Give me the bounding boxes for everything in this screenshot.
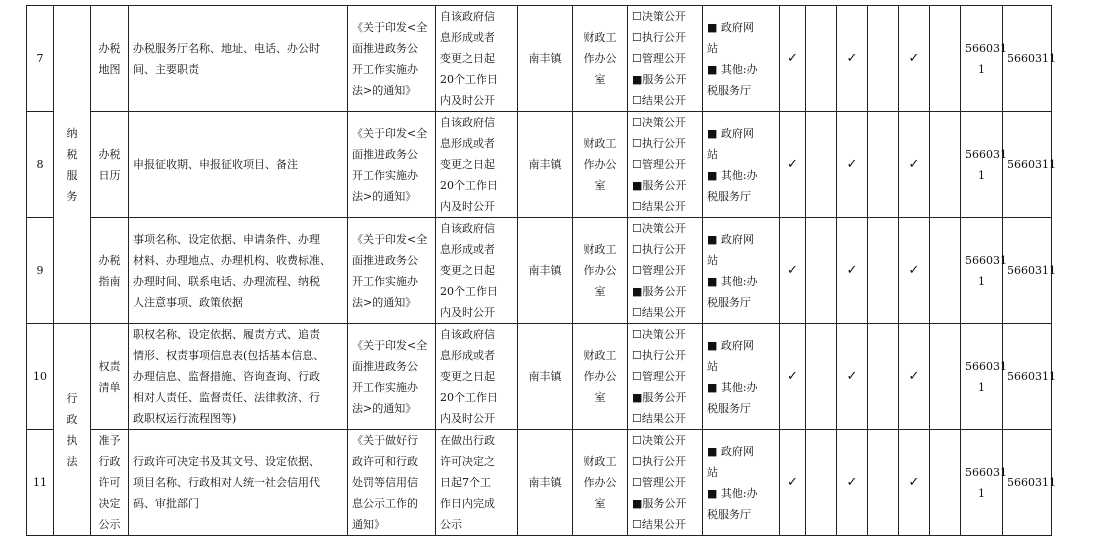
department-line: 财政工 (583, 455, 617, 468)
basis-line: 处罚等信用信 (352, 476, 418, 489)
content-line: 项目名称、行政相对人统一社会信用代 (133, 476, 320, 489)
time-limit (436, 430, 518, 536)
disclosure-types (628, 112, 703, 218)
category-line: 法 (66, 454, 78, 468)
phone-1 (961, 112, 1007, 218)
type-line: ☐执行公开 (632, 349, 686, 362)
time-line: 息形成或者 (440, 243, 495, 256)
phone-line: 1 (978, 486, 985, 500)
item-name (91, 6, 129, 112)
time-line: 变更之日起 (440, 158, 495, 171)
department-line: 作办公 (583, 264, 617, 277)
type-line: ■服务公开 (632, 285, 687, 298)
time-line: 20个工作日 (440, 285, 498, 298)
type-line: ☐决策公开 (632, 116, 686, 129)
basis-line: 开工作实施办 (352, 274, 418, 288)
table-row (27, 112, 1101, 218)
channel-line: ■ 政府网 (707, 126, 754, 140)
channel (703, 218, 780, 324)
disclosure-types (628, 6, 703, 112)
phone-2: 5660311 (1003, 430, 1052, 536)
check-cell-6 (930, 6, 961, 112)
time-line: 公示 (440, 518, 462, 531)
check-cell-6 (930, 324, 961, 430)
department-line: 财政工 (583, 31, 617, 44)
check-cell-2 (806, 112, 837, 218)
department-line: 室 (594, 285, 606, 298)
time-line: 内及时公开 (440, 200, 495, 213)
row-number: 10 (27, 324, 54, 430)
category-line: 行 (66, 391, 78, 405)
disclosure-content (129, 6, 348, 112)
basis-line: 法>的通知》 (352, 83, 417, 97)
basis-line: 法>的通知》 (352, 189, 417, 203)
check-cell-2 (806, 218, 837, 324)
basis-line: 政许可和行政 (352, 455, 418, 468)
department (573, 430, 628, 536)
channel-line: 站 (707, 147, 718, 161)
content-line: 人注意事项、政策依据 (133, 295, 243, 309)
content-line: 情形、权责事项信息表(包括基本信息、 (133, 349, 325, 362)
item-name (91, 430, 129, 536)
department (573, 6, 628, 112)
content-line: 办税服务厅名称、地址、电话、办公时 (133, 41, 320, 55)
phone-line: 1 (978, 380, 985, 394)
basis-line: 《关于印发<全 (352, 20, 428, 34)
channel-line: 税服务厅 (707, 83, 751, 97)
department-line: 作办公 (583, 158, 617, 171)
basis-line: 开工作实施办 (352, 380, 418, 394)
channel-line: ■ 其他:办 (707, 380, 758, 394)
time-line: 内及时公开 (440, 412, 495, 425)
type-line: ☐决策公开 (632, 222, 686, 235)
disclosure-types (628, 430, 703, 536)
row-number: 11 (27, 430, 54, 536)
check-cell-5: ✓ (899, 324, 930, 430)
department-line: 室 (594, 179, 606, 192)
time-limit (436, 6, 518, 112)
type-line: ☐决策公开 (632, 328, 686, 341)
channel-line: ■ 其他:办 (707, 486, 758, 500)
channel-line: 站 (707, 41, 718, 55)
time-line: 息形成或者 (440, 349, 495, 362)
check-cell-6 (930, 112, 961, 218)
category-cell (54, 6, 91, 324)
check-cell-3: ✓ (837, 218, 868, 324)
channel (703, 112, 780, 218)
check-cell-5: ✓ (899, 112, 930, 218)
type-line: ☐决策公开 (632, 434, 686, 447)
type-line: ☐管理公开 (632, 52, 686, 65)
basis-line: 开工作实施办 (352, 62, 418, 76)
phone-1 (961, 324, 1007, 430)
phone-line: 566031 (965, 465, 1007, 479)
category-line: 服 (66, 168, 78, 182)
check-cell-2 (806, 6, 837, 112)
content-line: 事项名称、设定依据、申请条件、办理 (133, 232, 320, 246)
time-line: 变更之日起 (440, 264, 495, 277)
subject: 南丰镇 (518, 324, 573, 430)
basis-line: 《关于印发<全 (352, 232, 428, 246)
basis-line: 法>的通知》 (352, 401, 417, 415)
check-cell-1: ✓ (780, 218, 806, 324)
channel (703, 6, 780, 112)
check-cell-6 (930, 218, 961, 324)
type-line: ☐管理公开 (632, 370, 686, 383)
time-limit (436, 218, 518, 324)
phone-line: 566031 (965, 147, 1007, 161)
time-line: 变更之日起 (440, 52, 495, 65)
item-line: 许可 (98, 476, 121, 489)
disclosure-content (129, 112, 348, 218)
phone-2: 5660311 (1003, 324, 1052, 430)
content-line: 申报征收期、申报征收项目、备注 (133, 158, 298, 171)
basis-line: 法>的通知》 (352, 295, 417, 309)
content-line: 办理时间、联系电话、办理流程、纳税 (133, 274, 320, 288)
channel-line: ■ 其他:办 (707, 168, 758, 182)
phone-line: 566031 (965, 253, 1007, 267)
basis (348, 6, 436, 112)
department-line: 财政工 (583, 349, 617, 362)
time-line: 内及时公开 (440, 306, 495, 319)
department-line: 作办公 (583, 52, 617, 65)
time-line: 自该政府信 (440, 10, 495, 23)
channel-line: 税服务厅 (707, 295, 751, 309)
subject: 南丰镇 (518, 218, 573, 324)
channel-line: ■ 政府网 (707, 232, 754, 246)
content-line: 材料、办理地点、办理机构、收费标准、 (133, 253, 331, 267)
basis (348, 218, 436, 324)
department (573, 112, 628, 218)
channel (703, 430, 780, 536)
content-line: 职权名称、设定依据、履责方式、追责 (133, 328, 320, 341)
table-row (27, 324, 1101, 430)
subject: 南丰镇 (518, 430, 573, 536)
time-line: 变更之日起 (440, 370, 495, 383)
category-cell (54, 324, 91, 536)
time-line: 自该政府信 (440, 328, 495, 341)
type-line: ☐决策公开 (632, 10, 686, 23)
time-line: 息形成或者 (440, 137, 495, 150)
department-line: 作办公 (583, 370, 617, 383)
check-cell-4 (868, 430, 899, 536)
check-cell-1: ✓ (780, 112, 806, 218)
disclosure-types (628, 324, 703, 430)
check-cell-1: ✓ (780, 6, 806, 112)
item-line: 行政 (98, 455, 121, 468)
basis (348, 112, 436, 218)
phone-line: 1 (978, 62, 985, 76)
table-row (27, 218, 1101, 324)
channel-line: 站 (707, 465, 718, 479)
category-line: 务 (66, 189, 78, 203)
time-limit (436, 324, 518, 430)
phone-line: 1 (978, 168, 985, 182)
item-line: 日历 (98, 168, 121, 182)
check-cell-2 (806, 430, 837, 536)
type-line: ☐管理公开 (632, 158, 686, 171)
basis-line: 面推进政务公 (352, 253, 418, 267)
item-name (91, 218, 129, 324)
time-line: 日起7个工 (440, 476, 491, 489)
check-cell-1: ✓ (780, 430, 806, 536)
check-cell-5: ✓ (899, 218, 930, 324)
department-line: 室 (594, 497, 606, 510)
check-cell-4 (868, 112, 899, 218)
type-line: ☐管理公开 (632, 264, 686, 277)
type-line: ☐结果公开 (632, 306, 686, 319)
type-line: ☐管理公开 (632, 476, 686, 489)
time-line: 20个工作日 (440, 179, 498, 192)
check-cell-4 (868, 6, 899, 112)
phone-line: 566031 (965, 41, 1007, 55)
time-line: 20个工作日 (440, 391, 498, 404)
check-cell-1: ✓ (780, 324, 806, 430)
item-line: 办税 (98, 253, 121, 267)
channel-line: 税服务厅 (707, 189, 751, 203)
time-line: 息形成或者 (440, 31, 495, 44)
item-line: 办税 (98, 147, 121, 161)
disclosure-content (129, 218, 348, 324)
channel-line: 站 (707, 359, 718, 373)
time-line: 在做出行政 (440, 434, 495, 447)
phone-line: 1 (978, 274, 985, 288)
type-line: ☐执行公开 (632, 243, 686, 256)
check-cell-3: ✓ (837, 324, 868, 430)
time-line: 自该政府信 (440, 116, 495, 129)
department-line: 室 (594, 391, 606, 404)
row-number: 9 (27, 218, 54, 324)
check-cell-3: ✓ (837, 112, 868, 218)
basis-line: 通知》 (352, 518, 385, 531)
basis-line: 开工作实施办 (352, 168, 418, 182)
time-limit (436, 112, 518, 218)
type-line: ☐执行公开 (632, 455, 686, 468)
type-line: ☐执行公开 (632, 31, 686, 44)
check-cell-3: ✓ (837, 6, 868, 112)
check-cell-5: ✓ (899, 6, 930, 112)
content-line: 码、审批部门 (133, 497, 199, 510)
phone-1 (961, 430, 1007, 536)
category-line: 政 (66, 412, 78, 426)
table-row (27, 430, 1101, 536)
type-line: ☐执行公开 (632, 137, 686, 150)
table-row (27, 6, 1101, 112)
department (573, 324, 628, 430)
time-line: 内及时公开 (440, 94, 495, 107)
channel-line: ■ 政府网 (707, 338, 754, 352)
check-cell-3: ✓ (837, 430, 868, 536)
phone-1 (961, 218, 1007, 324)
basis-line: 面推进政务公 (352, 359, 418, 373)
type-line: ■服务公开 (632, 179, 687, 192)
phone-1 (961, 6, 1007, 112)
item-line: 指南 (98, 274, 121, 288)
item-line: 公示 (98, 518, 121, 531)
time-line: 许可决定之 (440, 455, 495, 468)
item-line: 决定 (98, 497, 121, 510)
department (573, 218, 628, 324)
type-line: ■服务公开 (632, 391, 687, 404)
type-line: ☐结果公开 (632, 412, 686, 425)
phone-2: 5660311 (1003, 112, 1052, 218)
basis-line: 《关于印发<全 (352, 338, 428, 352)
check-cell-4 (868, 218, 899, 324)
phone-2: 5660311 (1003, 218, 1052, 324)
type-line: ■服务公开 (632, 497, 687, 510)
channel-line: 税服务厅 (707, 507, 751, 521)
type-line: ☐结果公开 (632, 518, 686, 531)
content-line: 相对人责任、监督责任、法律救济、行 (133, 391, 320, 404)
item-line: 清单 (98, 380, 121, 394)
basis-line: 面推进政务公 (352, 41, 418, 55)
content-line: 间、主要职责 (133, 62, 199, 76)
content-line: 政职权运行流程图等) (133, 412, 237, 425)
item-name (91, 112, 129, 218)
item-line: 准予 (98, 434, 121, 447)
item-line: 权责 (98, 359, 121, 373)
department-line: 作办公 (583, 476, 617, 489)
department-line: 财政工 (583, 243, 617, 256)
basis-line: 《关于印发<全 (352, 126, 428, 140)
disclosure-content (129, 430, 348, 536)
phone-line: 566031 (965, 359, 1007, 373)
type-line: ■服务公开 (632, 73, 687, 86)
department-line: 财政工 (583, 137, 617, 150)
channel-line: ■ 政府网 (707, 444, 754, 458)
content-line: 办理信息、监督措施、咨询查询、行政 (133, 370, 320, 383)
subject: 南丰镇 (518, 6, 573, 112)
type-line: ☐结果公开 (632, 200, 686, 213)
channel-line: ■ 其他:办 (707, 274, 758, 288)
phone-2: 5660311 (1003, 6, 1052, 112)
item-line: 地图 (98, 62, 121, 76)
basis-line: 面推进政务公 (352, 147, 418, 161)
item-line: 办税 (98, 41, 121, 55)
basis (348, 430, 436, 536)
channel-line: ■ 其他:办 (707, 62, 758, 76)
check-cell-2 (806, 324, 837, 430)
disclosure-table (26, 5, 1101, 536)
disclosure-content (129, 324, 348, 430)
time-line: 20个工作日 (440, 73, 498, 86)
item-name (91, 324, 129, 430)
check-cell-4 (868, 324, 899, 430)
category-line: 执 (66, 433, 78, 447)
time-line: 自该政府信 (440, 222, 495, 235)
row-number: 8 (27, 112, 54, 218)
basis-line: 《关于做好行 (352, 434, 418, 447)
basis (348, 324, 436, 430)
channel-line: 站 (707, 253, 718, 267)
channel (703, 324, 780, 430)
subject: 南丰镇 (518, 112, 573, 218)
category-line: 税 (66, 147, 78, 161)
content-line: 行政许可决定书及其文号、设定依据、 (133, 455, 320, 468)
row-number: 7 (27, 6, 54, 112)
channel-line: ■ 政府网 (707, 20, 754, 34)
type-line: ☐结果公开 (632, 94, 686, 107)
check-cell-6 (930, 430, 961, 536)
disclosure-types (628, 218, 703, 324)
channel-line: 税服务厅 (707, 401, 751, 415)
check-cell-5: ✓ (899, 430, 930, 536)
time-line: 作日内完成 (440, 497, 495, 510)
basis-line: 息公示工作的 (352, 497, 418, 510)
department-line: 室 (594, 73, 606, 86)
category-line: 纳 (66, 126, 78, 140)
